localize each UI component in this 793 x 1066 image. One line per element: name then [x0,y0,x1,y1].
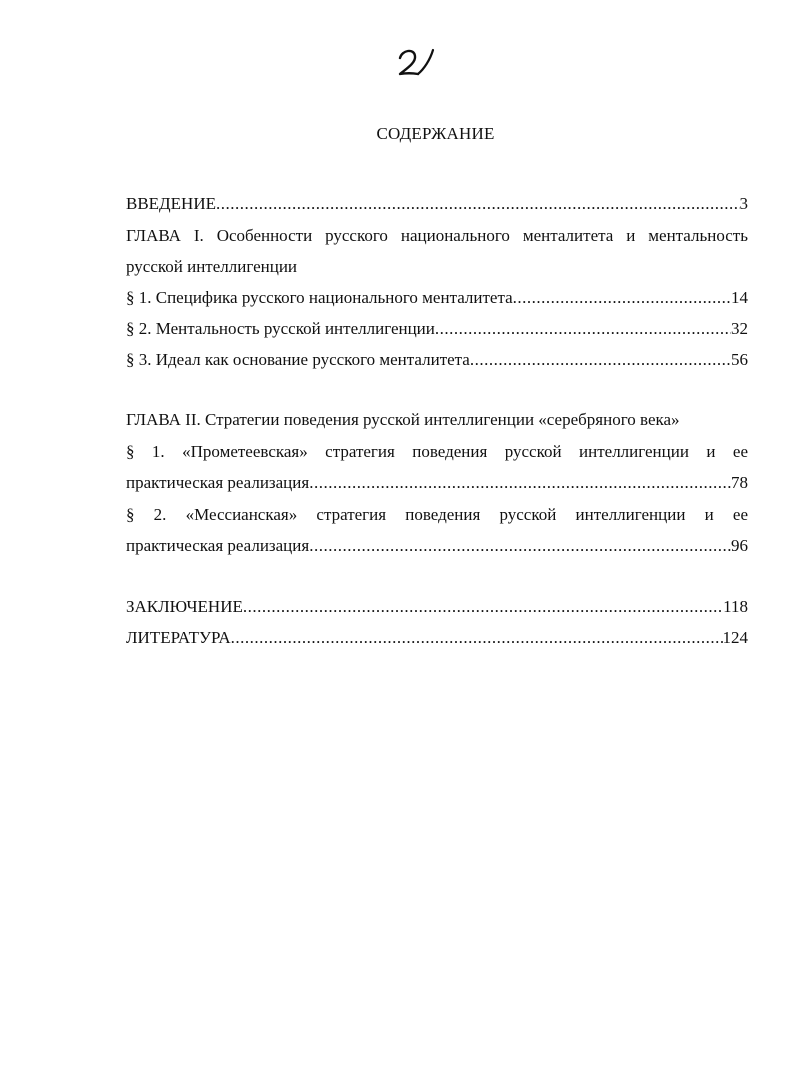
dot-leader [470,346,731,374]
toc-chapter1-title-line2[interactable]: русской интеллигенции [126,257,298,276]
toc-chapter2-section2-line1[interactable]: § 2. «Мессианская» стратегия поведения русской интеллигенции и ее [126,505,748,524]
toc-entry-text: практическая реализация [126,473,310,492]
toc-entry-page: 3 [739,194,748,213]
dot-leader [231,624,723,652]
toc-entry-conclusion[interactable] [126,593,748,621]
toc-entry-literature[interactable] [126,624,748,652]
toc-entry-page: 96 [731,536,748,555]
toc-entry-page: 14 [731,288,748,307]
toc-entry-chapter1-section1[interactable] [126,284,748,312]
toc-entry-text: § 2. Ментальность русской интеллигенции [126,319,435,338]
toc-entry-introduction[interactable] [126,190,748,218]
toc-entry-text: § 1. Специфика русского национального менталитета [126,288,513,307]
toc-entry-text: § 3. Идеал как основание русского менталитета [126,350,470,369]
toc-chapter2-title[interactable]: ГЛАВА II. Стратегии поведения русской интеллигенции «серебряного века» [126,410,680,429]
dot-leader [309,469,731,497]
toc-entry-chapter1-section3[interactable] [126,346,748,374]
toc-chapter1-title-line1[interactable]: ГЛАВА I. Особенности русского национального менталитета и ментальность [126,226,748,245]
toc-entry-text: ВВЕДЕНИЕ [126,194,216,213]
toc-chapter2-section1-line1[interactable]: § 1. «Прометеевская» стратегия поведения русской интеллигенции и ее [126,442,748,461]
dot-leader [216,190,740,218]
toc-entry-chapter1-section2[interactable] [126,315,748,343]
toc-entry-page: 78 [731,473,748,492]
toc-entry-page: 124 [722,628,748,647]
handwritten-two-icon [388,36,448,86]
dot-leader [435,315,731,343]
toc-entry-page: 32 [731,319,748,338]
toc-entry-chapter2-section1[interactable] [126,469,748,497]
toc-entry-text: ЛИТЕРАТУРА [126,628,231,647]
dot-leader [513,284,731,312]
toc-title: СОДЕРЖАНИЕ [376,124,495,143]
dot-leader [309,532,731,560]
toc-entry-chapter2-section2[interactable] [126,532,748,560]
toc-entry-text: ЗАКЛЮЧЕНИЕ [126,597,243,616]
toc-entry-page: 118 [723,597,748,616]
toc-entry-text: практическая реализация [126,536,310,555]
handwritten-page-number [388,36,448,86]
toc-entry-page: 56 [731,350,748,369]
dot-leader [243,593,723,621]
